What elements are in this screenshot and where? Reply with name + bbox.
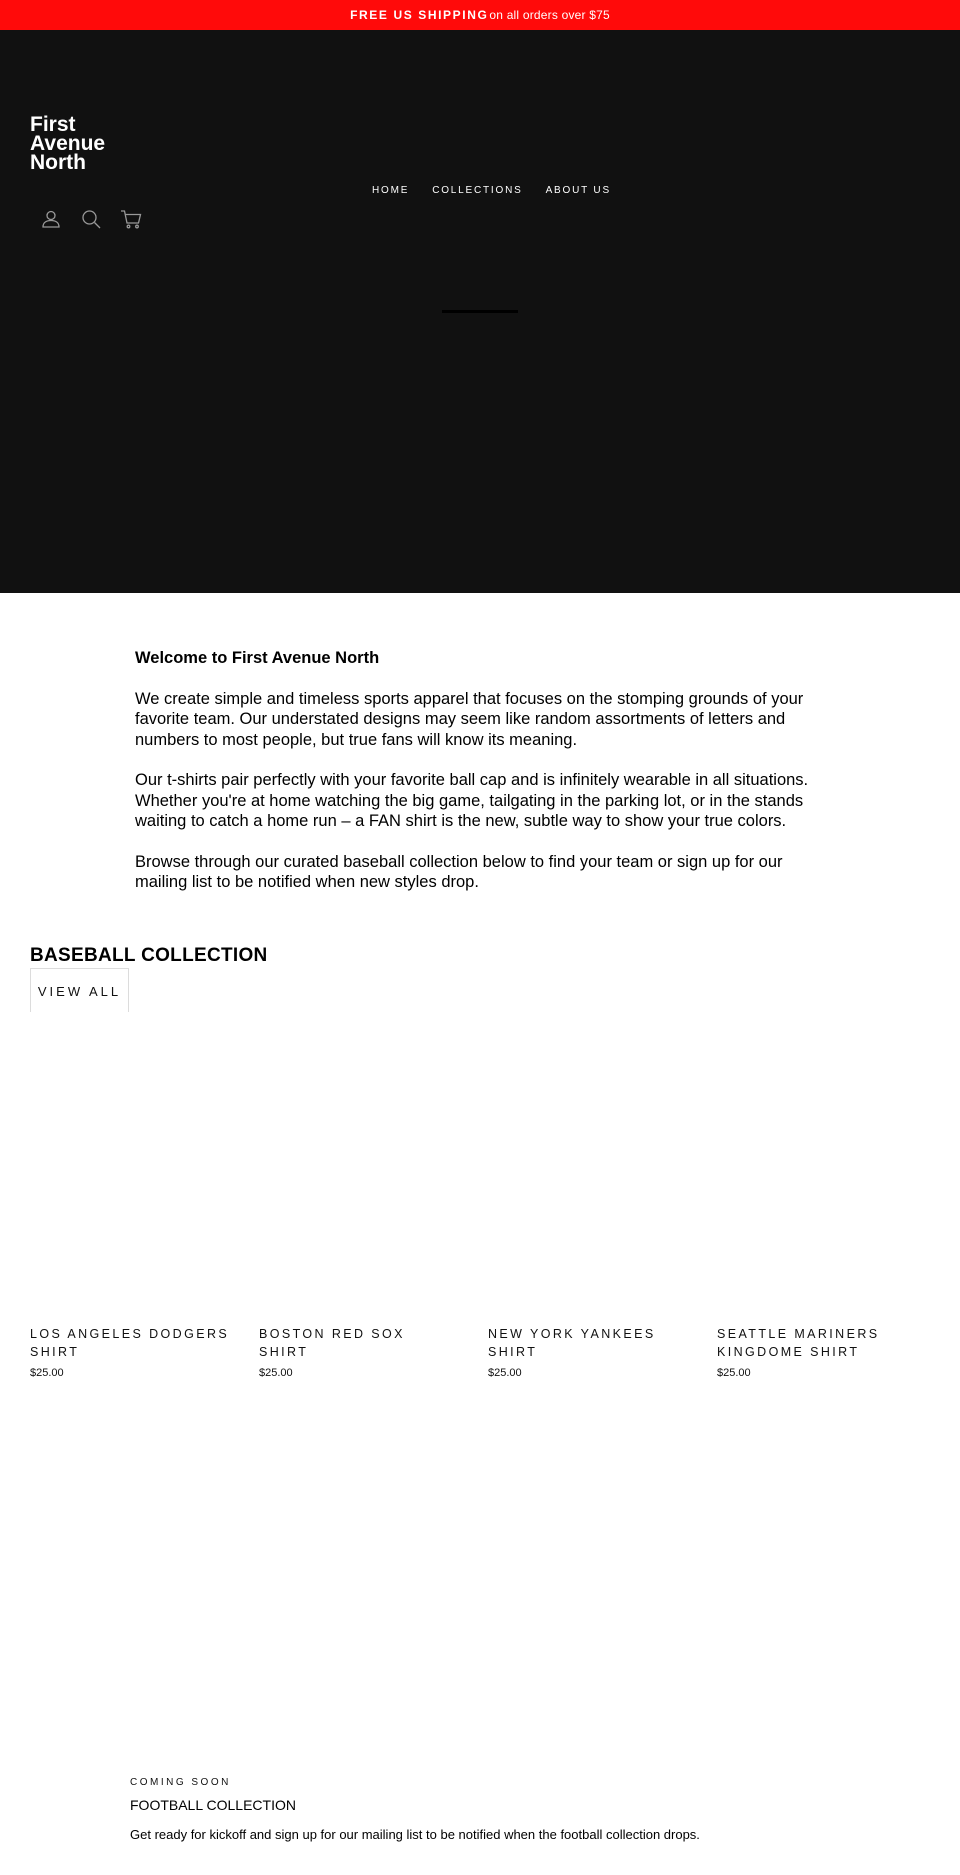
site-logo[interactable]: [30, 115, 105, 172]
football-collection-text: Get ready for kickoff and sign up for our mailing list to be notified when the football collection drops.: [130, 1827, 700, 1842]
logo-line-3: North: [30, 151, 86, 174]
welcome-paragraph-2: Our t-shirts pair perfectly with your favorite ball cap and is infinitely wearable in all situations. Whether you're at home watching the big game, tailgating in the parking lot, or in the stands waiting to catch a home run – a FAN shirt is the new, subtle way to show your true colors.: [135, 771, 809, 830]
cart-icon[interactable]: [120, 208, 142, 230]
product-name[interactable]: SEATTLE MARINERS KINGDOME SHIRT: [717, 1327, 880, 1359]
product-price: $25.00: [30, 1367, 64, 1379]
view-all-button[interactable]: VIEW ALL: [30, 968, 129, 1015]
product-name[interactable]: BOSTON RED SOX SHIRT: [259, 1327, 405, 1359]
announcement-bar: [0, 0, 960, 30]
welcome-paragraph-3: Browse through our curated baseball collection below to find your team or sign up for our mailing list to be notified when new styles drop.: [135, 852, 783, 891]
welcome-heading: Welcome to First Avenue North: [135, 649, 380, 667]
product-name[interactable]: LOS ANGELES DODGERS SHIRT: [30, 1327, 230, 1359]
nav-about-us[interactable]: ABOUT US: [545, 185, 611, 196]
welcome-paragraph-1: We create simple and timeless sports apparel that focuses on the stomping grounds of your favorite team. Our understated designs may seem like random assortments of letters and numbers to most people, but true fans will know its meaning.: [135, 689, 804, 749]
nav-home[interactable]: HOME: [372, 185, 410, 196]
account-icon[interactable]: [40, 208, 62, 230]
product-name[interactable]: NEW YORK YANKEES SHIRT: [488, 1327, 656, 1359]
product-image[interactable]: [488, 1012, 688, 1312]
main-nav: [372, 185, 634, 196]
product-image[interactable]: [259, 1012, 459, 1312]
product-image[interactable]: [30, 1012, 230, 1312]
football-collection-title: FOOTBALL COLLECTION: [130, 1797, 296, 1813]
product-price: $25.00: [488, 1367, 522, 1379]
coming-soon-label: COMING SOON: [130, 1777, 231, 1788]
product-image[interactable]: [717, 1012, 917, 1312]
nav-collections[interactable]: COLLECTIONS: [432, 185, 523, 196]
collection-title: BASEBALL COLLECTION: [30, 945, 268, 966]
header-icons: [40, 208, 142, 230]
product-card[interactable]: [488, 1012, 688, 1379]
logo-line-1: First: [30, 113, 76, 136]
product-price: $25.00: [717, 1367, 751, 1379]
product-card[interactable]: [259, 1012, 459, 1379]
product-price: $25.00: [259, 1367, 293, 1379]
product-card[interactable]: [30, 1012, 230, 1379]
announcement-text: on all orders over $75: [489, 8, 610, 22]
announcement-bold: FREE US SHIPPING: [350, 8, 489, 22]
logo-line-2: Avenue: [30, 132, 106, 155]
hero-slide-indicator[interactable]: [442, 310, 518, 313]
hero-section: [0, 30, 960, 593]
search-icon[interactable]: [80, 208, 102, 230]
welcome-section: [135, 648, 825, 913]
product-card[interactable]: [717, 1012, 917, 1379]
